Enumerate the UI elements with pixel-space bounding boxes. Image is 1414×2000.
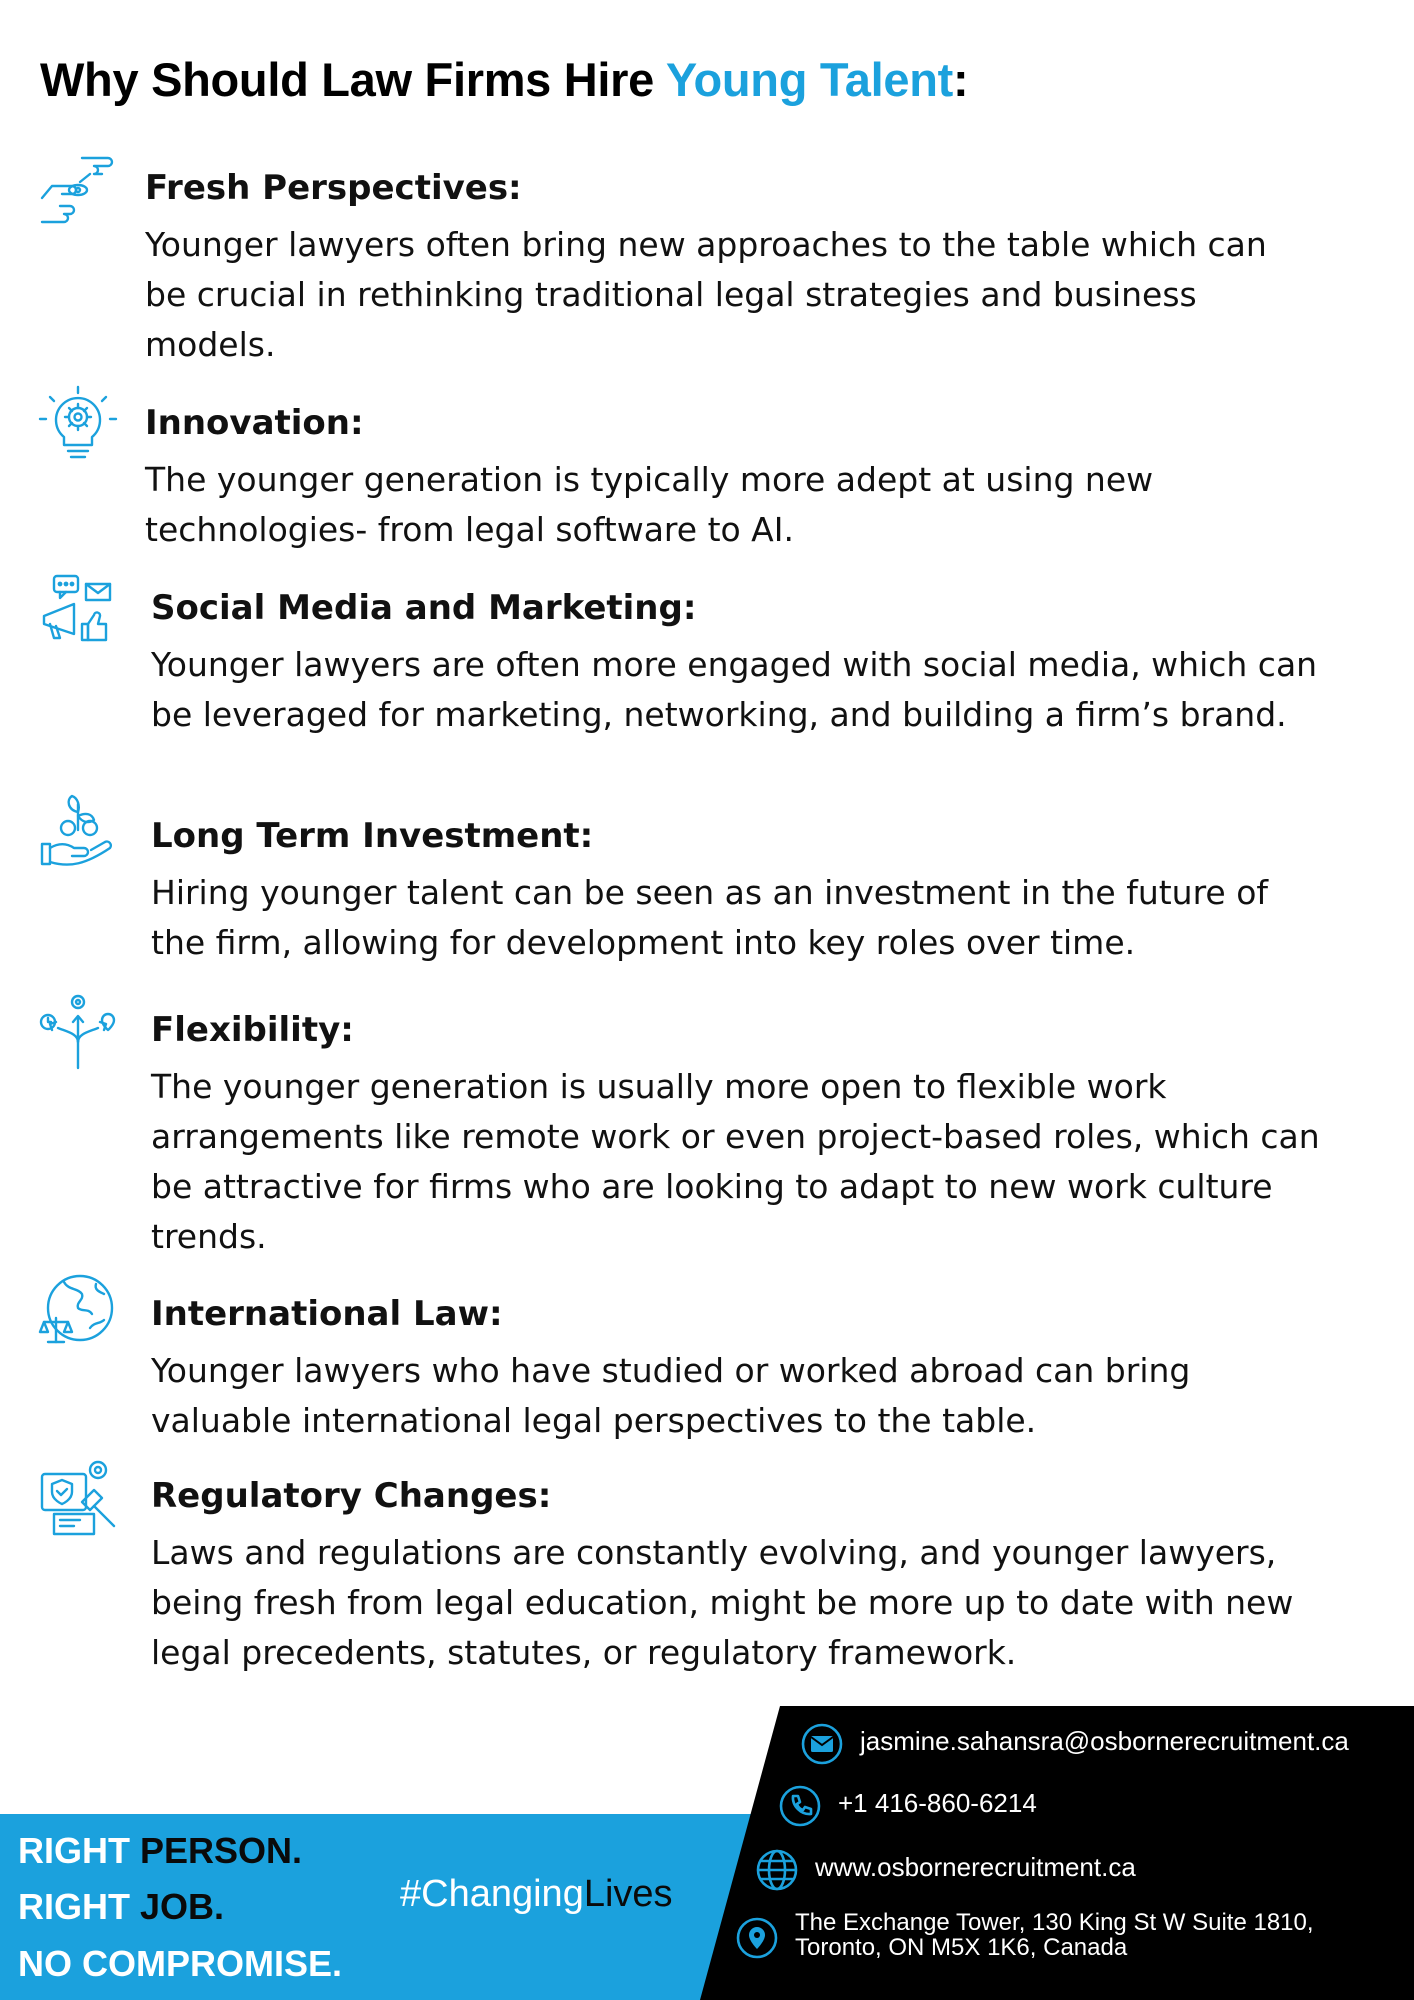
reason-body: Younger lawyers often bring new approaches to the table which can be crucial in rethinking traditional legal strategies and business models. [145, 225, 1267, 364]
title-accent: Young Talent [665, 53, 953, 106]
location-pin-icon [735, 1916, 779, 1960]
reason-heading: Long Term Investment: [151, 816, 594, 856]
tagline-light: RIGHT [18, 1886, 140, 1927]
megaphone-social-icon [38, 570, 118, 650]
contact-phone-text[interactable]: +1 416-860-6214 [838, 1788, 1037, 1818]
reason-body: Hiring younger talent can be seen as an investment in the future of the firm, allowing for development into key roles over time. [151, 873, 1269, 962]
contact-address-text: The Exchange Tower, 130 King St W Suite 1810, Toronto, ON M5X 1K6, Canada [795, 1909, 1314, 1961]
tagline-dark: JOB. [140, 1886, 225, 1927]
reason-heading: Regulatory Changes: [151, 1476, 552, 1516]
tagline-light: NO COMPROMISE. [18, 1943, 343, 1984]
hashtag-dark: Lives [583, 1873, 673, 1915]
reason-body: Younger lawyers are often more engaged with social media, which can be leveraged for marketing, networking, and building a firm’s brand. [151, 645, 1318, 734]
hashtag [400, 1873, 673, 1916]
hand-money-plant-icon [38, 790, 118, 870]
contact-email-text[interactable]: jasmine.sahansra@osbornerecruitment.ca [860, 1726, 1349, 1756]
reason-body: The younger generation is typically more adept at using new technologies- from legal software to AI. [145, 460, 1154, 549]
tagline-light: RIGHT [18, 1830, 140, 1871]
tagline-line-1 [18, 1830, 302, 1872]
document-gavel-icon [38, 1458, 118, 1538]
page-title [40, 52, 968, 107]
tagline-dark: PERSON. [140, 1830, 303, 1871]
reason-body: The younger generation is usually more open to flexible work arrangements like remote work or even project-based roles, which can be attractive for firms who are looking to adapt to new work culture trends. [151, 1067, 1320, 1256]
email-icon [800, 1722, 844, 1766]
title-prefix: Why Should Law Firms Hire [40, 53, 666, 106]
reason-heading: Social Media and Marketing: [151, 588, 697, 628]
tagline-line-3 [18, 1943, 342, 1985]
branching-arrows-icon [38, 992, 118, 1072]
contact-website-text[interactable]: www.osbornerecruitment.ca [815, 1852, 1136, 1882]
reason-body: Younger lawyers who have studied or worked abroad can bring valuable international legal perspectives to the table. [151, 1351, 1191, 1440]
reason-body: Laws and regulations are constantly evolving, and younger lawyers, being fresh from legal education, might be more up to date with new legal precedents, statutes, or regulatory framework. [151, 1533, 1294, 1672]
reason-heading: Flexibility: [151, 1010, 354, 1050]
title-suffix: : [953, 53, 969, 106]
reason-heading: International Law: [151, 1294, 503, 1334]
hashtag-light: #Changing [400, 1873, 584, 1915]
reason-heading: Innovation: [145, 403, 364, 443]
globe-scales-icon [38, 1272, 118, 1352]
reason-heading: Fresh Perspectives: [145, 168, 522, 208]
phone-icon [778, 1784, 822, 1828]
lightbulb-gear-icon [38, 385, 118, 465]
perspective-hands-icon [38, 150, 118, 230]
tagline-line-2 [18, 1886, 224, 1928]
globe-icon [755, 1848, 799, 1892]
